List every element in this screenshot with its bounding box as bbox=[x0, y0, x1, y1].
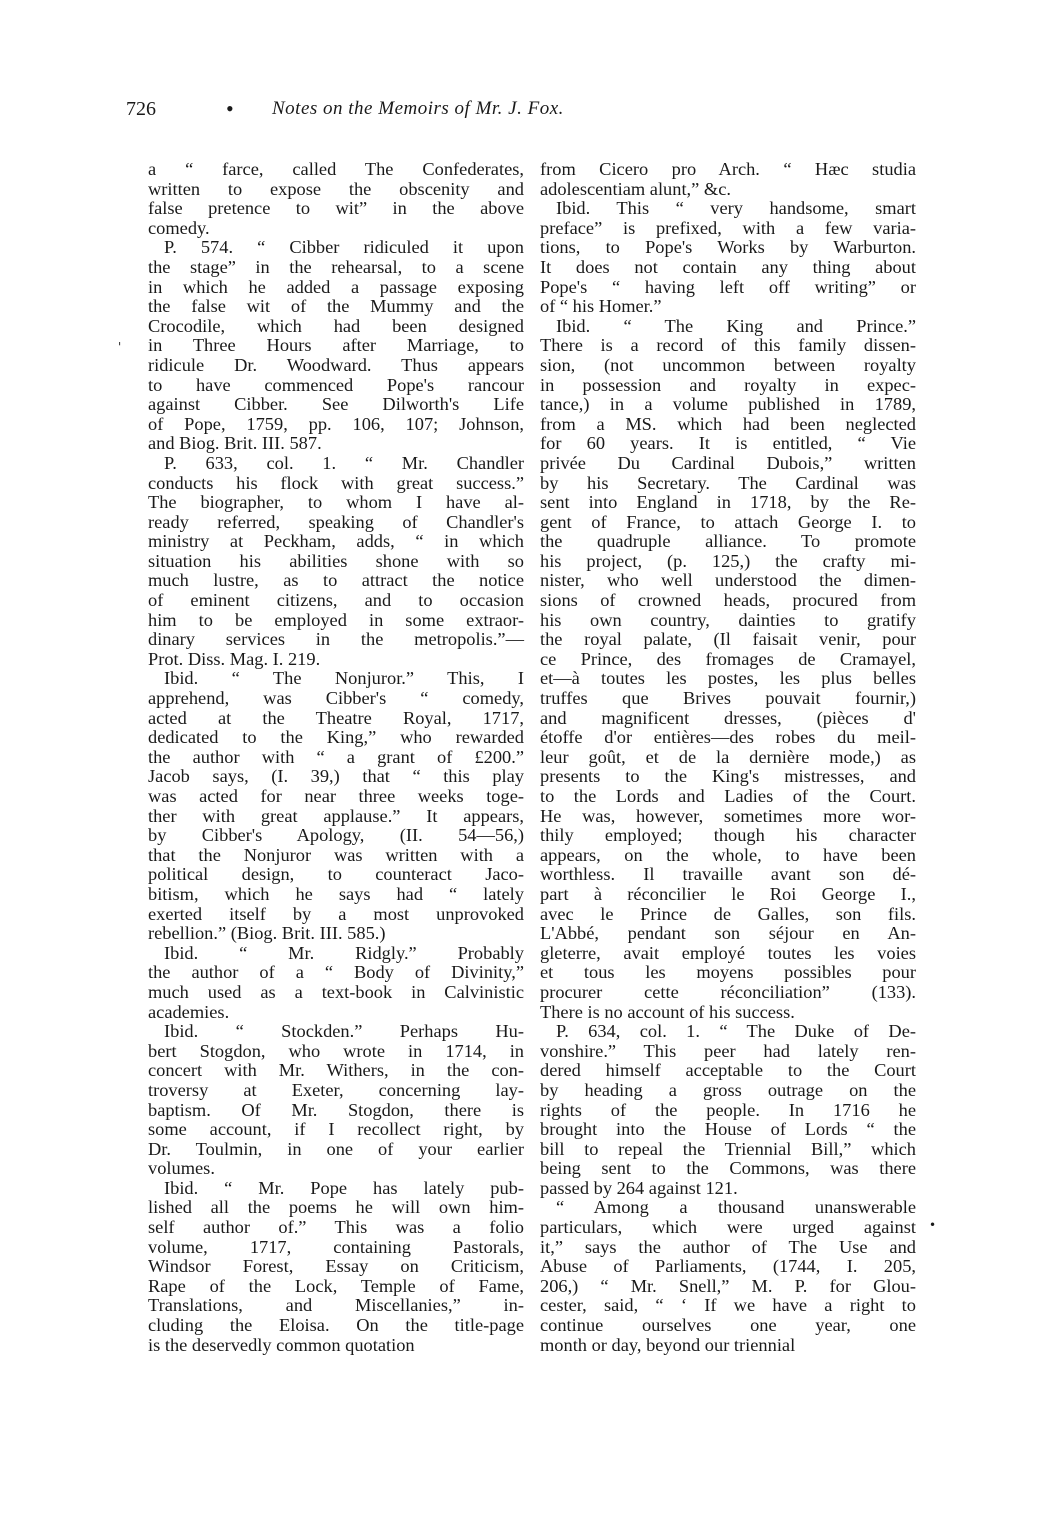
paragraph bbox=[540, 1198, 916, 1355]
text-line: ther with great applause.” It appears, bbox=[148, 805, 524, 826]
text-line: procurer cette réconciliation” (133). bbox=[540, 981, 916, 1002]
text-line: vonshire.” This peer had lately ren- bbox=[540, 1040, 916, 1061]
text-line: There is no account of his success. bbox=[540, 1001, 795, 1022]
text-line: dinary services in the metropolis.”— bbox=[148, 629, 524, 650]
text-line: tance,) in a volume published in 1789, bbox=[540, 394, 916, 415]
text-line: truffes que Brives pouvait fournir,) bbox=[540, 688, 916, 709]
text-line: ridicule Dr. Woodward. Thus appears bbox=[148, 354, 524, 375]
text-line: volume, 1717, containing Pastorals, bbox=[148, 1236, 524, 1257]
text-line: troversy at Exeter, concerning lay- bbox=[148, 1079, 524, 1100]
text-line: and magnificent dresses, (pièces d' bbox=[540, 707, 916, 728]
text-line: dedicated to the King,” who rewarded bbox=[148, 727, 524, 748]
text-line: preface” is prefixed, with a few varia- bbox=[540, 217, 916, 238]
text-line: from Cicero pro Arch. “ Hæc studia bbox=[540, 159, 916, 179]
text-line: privée Du Cardinal Dubois,” written bbox=[540, 452, 916, 473]
text-line: Ibid. This “ very handsome, smart bbox=[556, 198, 916, 219]
text-line: bert Stogdon, who wrote in 1714, in bbox=[148, 1040, 524, 1061]
text-line: et—à toutes les postes, les plus belles bbox=[540, 668, 916, 689]
text-line: bitism, which he says had “ lately bbox=[148, 883, 524, 904]
text-line: sions of crowned heads, procured from bbox=[540, 590, 916, 611]
text-line: nister, who well understood the dimen- bbox=[540, 570, 916, 591]
text-line: leur goût, et de la dernière mode,) as bbox=[540, 746, 916, 767]
text-line: to the Lords and Ladies of the Court. bbox=[540, 786, 916, 806]
text-line: worthless. Il travaille avant son dé- bbox=[540, 864, 916, 885]
text-line: There is a record of this family dissen- bbox=[540, 335, 916, 356]
paragraph bbox=[540, 160, 916, 199]
text-line: of Pope, 1759, pp. 106, 107; Johnson, bbox=[148, 413, 524, 434]
text-line: comedy. bbox=[148, 217, 210, 238]
paragraph bbox=[148, 1179, 524, 1355]
header-bullet: • bbox=[226, 96, 234, 121]
text-line: conducts his flock with great success.” bbox=[148, 472, 524, 493]
text-line: the quadruple alliance. To promote bbox=[540, 531, 916, 552]
text-line: the author of a “ Body of Divinity,” bbox=[148, 962, 524, 983]
text-line: The biographer, to whom I have al- bbox=[148, 492, 524, 513]
text-line: Ibid. “ Mr. Pope has lately pub- bbox=[164, 1177, 524, 1198]
text-line: avec le Prince de Galles, son fils. bbox=[540, 903, 916, 924]
text-line: Translations, and Miscellanies,” in- bbox=[148, 1295, 524, 1316]
text-line: et tous les moyens possibles pour bbox=[540, 962, 916, 983]
text-line: month or day, beyond our triennial bbox=[540, 1334, 796, 1355]
text-line: particulars, which were urged against bbox=[540, 1217, 916, 1238]
text-line: adolescentiam alunt,” &c. bbox=[540, 178, 731, 199]
text-line: by heading a gross outrage on the bbox=[540, 1079, 916, 1100]
text-line: academies. bbox=[148, 1001, 230, 1022]
text-line: the stage” in the rehearsal, to a scene bbox=[148, 256, 524, 277]
text-line: a “ farce, called The Confederates, bbox=[148, 159, 524, 179]
text-line: appears, on the whole, to have been bbox=[540, 844, 916, 865]
text-line: that the Nonjuror was written with a bbox=[148, 844, 524, 865]
text-line: Dr. Toulmin, in one of your earlier bbox=[148, 1138, 524, 1159]
text-line: continue ourselves one year, one bbox=[540, 1315, 916, 1336]
text-line: bill to repeal the Triennial Bill,” which bbox=[540, 1138, 916, 1159]
text-line: ready referred, speaking of Chandler's bbox=[148, 511, 524, 532]
text-line: and Biog. Brit. III. 587. bbox=[148, 433, 322, 454]
text-line: against Cibber. See Dilworth's Life bbox=[148, 394, 524, 415]
page-header bbox=[126, 98, 734, 128]
text-line: being sent to the Commons, was there bbox=[540, 1158, 916, 1179]
text-line: L'Abbé, pendant son séjour en An- bbox=[540, 923, 916, 944]
paragraph bbox=[148, 1022, 524, 1179]
text-line: gleterre, avait employé toutes les voies bbox=[540, 942, 916, 963]
right-column bbox=[540, 160, 916, 1355]
text-line: He was, however, sometimes more wor- bbox=[540, 805, 916, 826]
text-line: is the deservedly common quotation bbox=[148, 1334, 415, 1355]
text-line: “ Among a thousand unanswerable bbox=[556, 1197, 916, 1218]
text-line: volumes. bbox=[148, 1158, 215, 1179]
margin-dot: • bbox=[929, 1218, 937, 1232]
text-line: rebellion.” (Biog. Brit. III. 585.) bbox=[148, 923, 386, 944]
text-line: rights of the people. In 1716 he bbox=[540, 1099, 916, 1120]
text-line: baptism. Of Mr. Stogdon, there is bbox=[148, 1099, 524, 1120]
text-line: Rape of the Lock, Temple of Fame, bbox=[148, 1275, 524, 1296]
text-line: ce Prince, des fromages de Cramayel, bbox=[540, 648, 916, 669]
text-line: part à réconcilier le Roi George I., bbox=[540, 883, 916, 904]
text-line: Crocodile, which had been designed bbox=[148, 315, 524, 336]
text-line: sent into England in 1718, by the Re- bbox=[540, 492, 916, 513]
text-line: political design, to counteract Jaco- bbox=[148, 864, 524, 885]
text-line: presents to the King's mistresses, and bbox=[540, 766, 916, 787]
text-line: passed by 264 against 121. bbox=[540, 1177, 738, 1198]
text-line: sion, (not uncommon between royalty bbox=[540, 354, 916, 375]
text-line: written to expose the obscenity and bbox=[148, 178, 524, 199]
text-line: cester, said, “ ‘ If we have a right to bbox=[540, 1295, 916, 1316]
paragraph bbox=[540, 317, 916, 1022]
text-line: P. 633, col. 1. “ Mr. Chandler bbox=[164, 452, 524, 473]
text-line: dered himself acceptable to the Court bbox=[540, 1060, 916, 1081]
paragraph bbox=[148, 160, 524, 238]
text-line: Windsor Forest, Essay on Criticism, bbox=[148, 1256, 524, 1277]
text-line: P. 574. “ Cibber ridiculed it upon bbox=[164, 237, 524, 258]
text-line: by Cibber's Apology, (II. 54—56,) bbox=[148, 825, 524, 846]
text-line: Pope's “ having left off writing” or bbox=[540, 276, 916, 297]
text-line: him to be employed in some extraor- bbox=[148, 609, 524, 630]
text-line: lished all the poems he will own him- bbox=[148, 1197, 524, 1218]
text-line: from a MS. which had been neglected bbox=[540, 413, 916, 434]
paragraph bbox=[148, 669, 524, 943]
text-line: self author of.” This was a folio bbox=[148, 1217, 524, 1238]
paragraph bbox=[148, 454, 524, 670]
text-line: 206,) “ Mr. Snell,” M. P. for Glou- bbox=[540, 1275, 916, 1296]
text-line: was acted for near three weeks toge- bbox=[148, 786, 524, 806]
text-line: of eminent citizens, and to occasion bbox=[148, 590, 524, 611]
paragraph bbox=[148, 944, 524, 1022]
text-line: concert with Mr. Withers, in the con- bbox=[148, 1060, 524, 1081]
text-line: Ibid. “ The Nonjuror.” This, I bbox=[164, 668, 524, 689]
text-line: apprehend, was Cibber's “ comedy, bbox=[148, 688, 524, 709]
text-line: Abuse of Parliaments, (1744, I. 205, bbox=[540, 1256, 916, 1277]
text-line: his project, (p. 125,) the crafty mi- bbox=[540, 550, 916, 571]
text-line: in which he added a passage exposing bbox=[148, 276, 524, 297]
text-line: of “ his Homer.” bbox=[540, 296, 662, 317]
text-line: the royal palate, (Il faisait venir, pour bbox=[540, 629, 916, 650]
text-line: brought into the House of Lords “ the bbox=[540, 1119, 916, 1140]
text-line: much lustre, as to attract the notice bbox=[148, 570, 524, 591]
text-line: acted at the Theatre Royal, 1717, bbox=[148, 707, 524, 728]
text-line: to have commenced Pope's rancour bbox=[148, 374, 524, 395]
text-line: Ibid. “ Mr. Ridgly.” Probably bbox=[164, 942, 524, 963]
text-line: for 60 years. It is entitled, “ Vie bbox=[540, 433, 916, 454]
text-line: by his Secretary. The Cardinal was bbox=[540, 472, 916, 493]
text-line: Prot. Diss. Mag. I. 219. bbox=[148, 648, 321, 669]
paragraph bbox=[540, 1022, 916, 1198]
text-line: much used as a text-book in Calvinistic bbox=[148, 981, 524, 1002]
text-line: false pretence to wit” in the above bbox=[148, 198, 524, 219]
text-line: tions, to Pope's Works by Warburton. bbox=[540, 237, 916, 258]
text-line: exerted itself by a most unprovoked bbox=[148, 903, 524, 924]
text-line: it,” says the author of The Use and bbox=[540, 1236, 916, 1257]
text-line: P. 634, col. 1. “ The Duke of De- bbox=[556, 1021, 916, 1042]
text-line: It does not contain any thing about bbox=[540, 256, 916, 277]
text-line: Ibid. “ Stockden.” Perhaps Hu- bbox=[164, 1021, 524, 1042]
text-line: his own country, dainties to gratify bbox=[540, 609, 916, 630]
text-line: ministry at Peckham, adds, “ in which bbox=[148, 531, 524, 552]
paragraph bbox=[540, 199, 916, 317]
text-line: situation his abilities shone with so bbox=[148, 550, 524, 571]
text-line: Jacob says, (I. 39,) that “ this play bbox=[148, 766, 524, 787]
text-line: in Three Hours after Marriage, to bbox=[148, 335, 524, 356]
text-line: étoffe d'or entières—des robes du meil- bbox=[540, 727, 916, 748]
margin-mark: ' bbox=[118, 340, 122, 354]
text-line: cluding the Eloisa. On the title-page bbox=[148, 1315, 524, 1336]
text-line: the false wit of the Mummy and the bbox=[148, 296, 524, 317]
text-line: Ibid. “ The King and Prince.” bbox=[556, 315, 916, 336]
left-column bbox=[148, 160, 524, 1355]
paragraph bbox=[148, 238, 524, 454]
text-line: the author with “ a grant of £200.” bbox=[148, 746, 524, 767]
text-line: in possession and royalty in expec- bbox=[540, 374, 916, 395]
text-line: gent of France, to attach George I. to bbox=[540, 511, 916, 532]
page-number: 726 bbox=[126, 98, 156, 120]
running-title: Notes on the Memoirs of Mr. J. Fox. bbox=[272, 98, 564, 119]
text-line: thily employed; though his character bbox=[540, 825, 916, 846]
text-line: some account, if I recollect right, by bbox=[148, 1119, 524, 1140]
